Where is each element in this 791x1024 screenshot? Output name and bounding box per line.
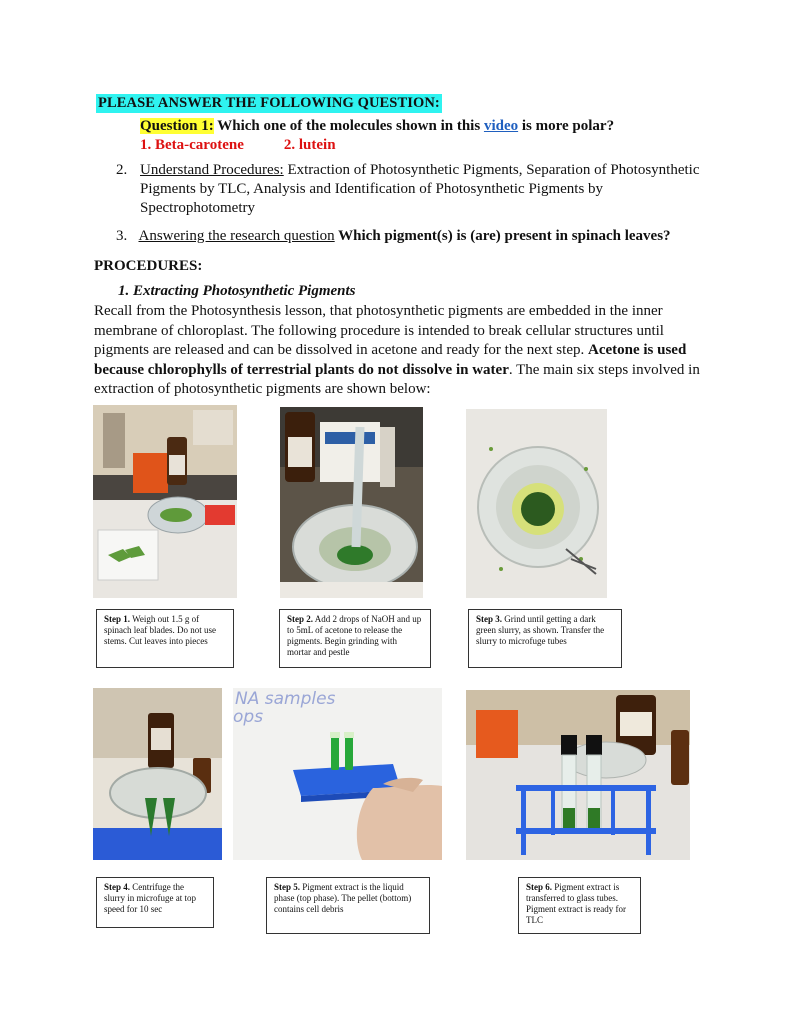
paragraph-bold: Acetone is used because chlorophylls of terrestrial plants do not dissolve in water [94,342,687,378]
photo-step-5 [233,688,442,860]
procedures-title: PROCEDURES: [94,258,203,274]
list-item-2-label: Understand Procedures: [140,162,284,178]
list-item-3 [116,228,671,245]
question-1 [140,118,614,135]
question-1-text-before: Which one of the molecules shown in this [213,118,484,134]
photo-step-4 [93,688,222,860]
page-heading: PLEASE ANSWER THE FOLLOWING QUESTION: [98,95,440,111]
step-6-text: Pigment extract is transferred to glass tubes. Pigment extract is ready for TLC [526,882,626,925]
video-link[interactable]: video [483,118,519,134]
procedure-paragraph [94,302,702,400]
option-lutein: 2. lutein [283,137,336,153]
step-3-label: Step 3. [476,614,503,624]
caption-step-6 [518,877,641,934]
list-item-2 [116,161,716,218]
photo-step-3 [466,409,607,598]
step-3-text: Grind until getting a dark green slurry, as shown. Transfer the slurry to microfuge tubes [476,614,605,646]
question-1-text-after: is more polar? [518,118,615,134]
list-item-3-number: 3. [116,228,128,244]
step-4-label: Step 4. [104,882,131,892]
paragraph-part-1: Recall from the Photosynthesis lesson, that photosynthetic pigments are embedded in the inner membrane of chloroplast. The following procedure is intended to break cellular structures until pigments are released and can be dissolved in acetone and ready for the next step. [94,303,664,358]
question-1-label: Question 1: [140,118,214,134]
caption-step-5 [266,877,430,934]
paragraph-part-2: . The main six steps involved in extraction of photosynthetic pigments are shown below: [94,361,700,397]
step-1-text: Weigh out 1.5 g of spinach leaf blades. Do not use stems. Cut leaves into pieces [104,614,216,646]
question-1-options [140,137,376,154]
step-2-text: Add 2 drops of NaOH and up to 5mL of acetone to release the pigments. Begin grinding with mortar and pestle [287,614,422,657]
caption-step-4 [96,877,214,928]
step-5-text: Pigment extract is the liquid phase (top phase). The pellet (bottom) contains cell debris [274,882,412,914]
step-5-label: Step 5. [274,882,301,892]
step-6-label: Step 6. [526,882,553,892]
step-4-text: Centrifuge the slurry in microfuge at top speed for 10 sec [104,882,196,914]
handwriting-line-1: NA samples [235,689,336,709]
list-item-2-text: Extraction of Photosynthetic Pigments, Separation of Photosynthetic Pigments by TLC, Analysis and Identification of Photosynthetic Pigments by Spectrophotometry [140,162,700,216]
photo-step-2 [280,407,423,598]
photo-step-6 [466,690,690,860]
step-1-label: Step 1. [104,614,131,624]
list-item-3-text: Which pigment(s) is (are) present in spinach leaves? [334,228,671,244]
caption-step-2 [279,609,431,668]
step-2-label: Step 2. [287,614,314,624]
caption-step-1 [96,609,234,668]
photo-step-1 [93,405,237,598]
subsection-title: 1. Extracting Photosynthetic Pigments [118,283,356,299]
option-beta-carotene: 1. Beta-carotene [140,137,244,153]
caption-step-3 [468,609,622,668]
list-item-2-number: 2. [116,162,128,178]
handwriting-line-2: ops [233,707,264,727]
list-item-3-label: Answering the research question [138,228,335,244]
